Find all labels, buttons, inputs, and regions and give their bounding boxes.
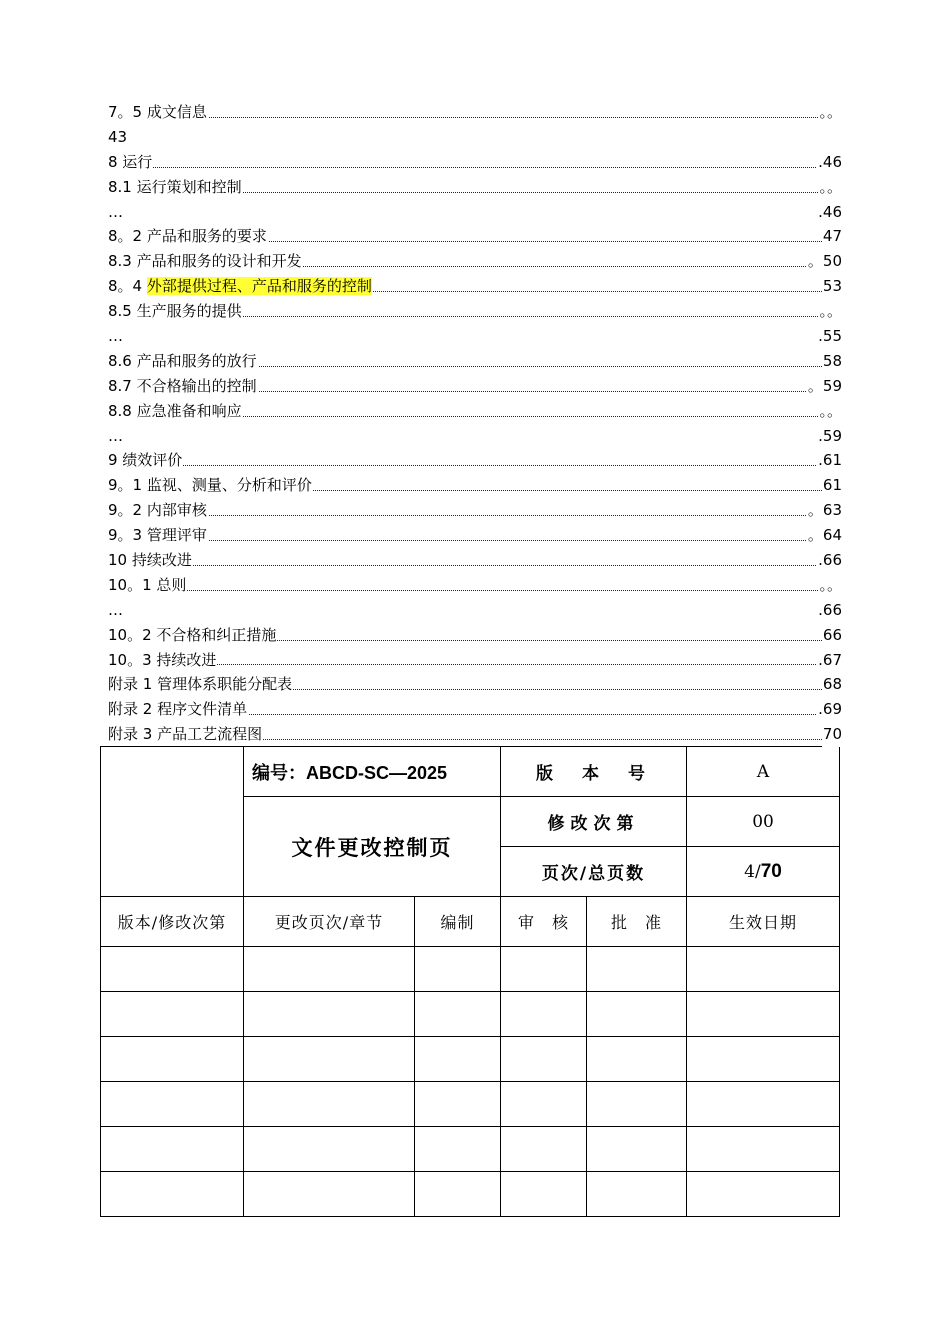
log-cell[interactable] xyxy=(415,1127,501,1172)
toc-page-number: .46 xyxy=(817,200,842,225)
revision-label: 修改次第 xyxy=(501,797,687,847)
toc-entry[interactable] xyxy=(108,548,842,573)
toc-entry-label: 10 持续改进 xyxy=(108,551,192,570)
toc-entry[interactable] xyxy=(108,374,842,399)
toc-entry[interactable] xyxy=(108,224,842,249)
log-cell[interactable] xyxy=(587,947,687,992)
dot-leader xyxy=(108,664,842,665)
log-cell[interactable] xyxy=(415,947,501,992)
toc-entry-label: 9。2 内部审核 xyxy=(108,501,207,520)
logo-cell xyxy=(101,747,244,897)
col-header-effective-date: 生效日期 xyxy=(687,897,840,947)
toc-page-number: .55 xyxy=(817,324,842,349)
toc-entry-label: 附录 1 管理体系职能分配表 xyxy=(108,675,293,694)
toc-continuation-text: … xyxy=(108,598,123,623)
log-cell[interactable] xyxy=(687,1172,840,1217)
toc-entry-label: 9。1 监视、测量、分析和评价 xyxy=(108,476,312,495)
toc-page-number: .46 xyxy=(817,150,842,175)
col-header-approved-by: 批 准 xyxy=(587,897,687,947)
toc-page-number: 。50 xyxy=(807,249,842,274)
toc-page-number: 68 xyxy=(822,672,842,697)
log-cell[interactable] xyxy=(101,992,244,1037)
version-label: 版 本 号 xyxy=(501,747,687,797)
toc-entry[interactable] xyxy=(108,249,842,274)
toc-entry[interactable] xyxy=(108,697,842,722)
pages-label: 页次/总页数 xyxy=(501,847,687,897)
toc-page-number: 。。 xyxy=(818,399,842,424)
log-cell[interactable] xyxy=(101,1037,244,1082)
log-cell[interactable] xyxy=(501,1082,587,1127)
col-header-version: 版本/修改次第 xyxy=(101,897,244,947)
log-cell[interactable] xyxy=(687,1037,840,1082)
table-row xyxy=(101,1127,840,1172)
toc-entry-label: 8.1 运行策划和控制 xyxy=(108,177,242,196)
toc-entry-label: 9 绩效评价 xyxy=(108,451,183,470)
toc-entry-label: 附录 3 产品工艺流程图 xyxy=(108,725,263,744)
toc-entry-label: 8.6 产品和服务的放行 xyxy=(108,351,257,370)
toc-page-number: 70 xyxy=(822,722,842,747)
dot-leader xyxy=(108,540,842,541)
toc-entry-highlight: 外部提供过程、产品和服务的控制 xyxy=(146,277,372,296)
toc-entry-continuation xyxy=(108,324,842,349)
document-number: 编号：ABCD-SC—2025 xyxy=(244,747,501,797)
toc-page-number: 。。 xyxy=(818,100,842,125)
toc-entry[interactable] xyxy=(108,274,842,299)
toc-page-number: 61 xyxy=(822,473,842,498)
log-cell[interactable] xyxy=(587,1037,687,1082)
toc-entry[interactable] xyxy=(108,473,842,498)
dot-leader xyxy=(108,465,842,466)
toc-entry[interactable] xyxy=(108,349,842,374)
toc-entry-number: 8。4 xyxy=(108,277,147,296)
toc-entry-label: 7。5 成文信息 xyxy=(108,103,207,121)
toc-entry-continuation xyxy=(108,125,842,150)
pages-value xyxy=(687,847,840,897)
toc-entry[interactable] xyxy=(108,648,842,673)
log-cell[interactable] xyxy=(687,1127,840,1172)
log-header-row xyxy=(101,897,840,947)
log-cell[interactable] xyxy=(501,1127,587,1172)
toc-page-number: .69 xyxy=(817,697,842,722)
toc-entry-label: 8。2 产品和服务的要求 xyxy=(108,227,267,246)
toc-continuation-text: … xyxy=(108,324,123,349)
log-cell[interactable] xyxy=(501,1037,587,1082)
toc-entry-label: 10。3 持续改进 xyxy=(108,650,217,669)
toc-continuation-text: 43 xyxy=(108,125,127,150)
toc-entry[interactable] xyxy=(108,175,842,200)
log-cell[interactable] xyxy=(687,1082,840,1127)
toc-page-number: 53 xyxy=(822,274,842,299)
log-cell[interactable] xyxy=(501,1172,587,1217)
dot-leader xyxy=(108,565,842,566)
toc-entry[interactable] xyxy=(108,299,842,324)
table-row xyxy=(101,992,840,1037)
toc-entry-label: 附录 2 程序文件清单 xyxy=(108,700,248,719)
toc-entry-continuation xyxy=(108,424,842,449)
dot-leader xyxy=(108,590,842,591)
log-cell[interactable] xyxy=(101,1127,244,1172)
log-cell[interactable] xyxy=(101,1172,244,1217)
pages-current: 4/ xyxy=(744,861,761,882)
toc-page-number: .67 xyxy=(817,648,842,673)
toc-entry[interactable] xyxy=(108,623,842,648)
dot-leader xyxy=(108,515,842,516)
toc-page-number: 66 xyxy=(822,623,842,648)
log-cell[interactable] xyxy=(415,992,501,1037)
table-of-contents xyxy=(108,100,842,747)
page-title: 文件更改控制页 xyxy=(244,797,501,897)
version-value: A xyxy=(687,747,840,797)
table-row xyxy=(101,1172,840,1217)
toc-entry[interactable] xyxy=(108,150,842,175)
col-header-changed-pages: 更改页次/章节 xyxy=(244,897,415,947)
toc-entry-label: 8.8 应急准备和响应 xyxy=(108,401,242,420)
toc-page-number: .61 xyxy=(817,448,842,473)
dot-leader xyxy=(108,117,842,118)
table-row xyxy=(101,1037,840,1082)
log-cell[interactable] xyxy=(244,992,415,1037)
toc-entry-label: 8 运行 xyxy=(108,152,153,171)
col-header-prepared-by: 编制 xyxy=(415,897,501,947)
log-cell[interactable] xyxy=(101,947,244,992)
toc-page-number: 47 xyxy=(822,224,842,249)
toc-page-number: .59 xyxy=(817,424,842,449)
pages-total: 70 xyxy=(760,860,782,882)
log-cell[interactable] xyxy=(244,1082,415,1127)
log-cell[interactable] xyxy=(501,947,587,992)
toc-page-number: 。59 xyxy=(807,374,842,399)
toc-page-number: 58 xyxy=(822,349,842,374)
toc-continuation-text: … xyxy=(108,200,123,225)
toc-entry-label xyxy=(108,277,373,295)
revision-value: 00 xyxy=(687,797,840,847)
toc-page-number: 。64 xyxy=(807,523,842,548)
log-cell[interactable] xyxy=(587,1172,687,1217)
log-cell[interactable] xyxy=(244,1127,415,1172)
table-row xyxy=(101,947,840,992)
table-row xyxy=(101,1082,840,1127)
change-control-table xyxy=(100,746,840,1217)
log-cell[interactable] xyxy=(101,1082,244,1127)
toc-continuation-text: … xyxy=(108,424,123,449)
toc-entry-label: 10。2 不合格和纠正措施 xyxy=(108,625,277,644)
toc-page-number: 。。 xyxy=(818,299,842,324)
log-cell[interactable] xyxy=(687,947,840,992)
log-cell[interactable] xyxy=(687,992,840,1037)
toc-entry-continuation xyxy=(108,598,842,623)
toc-page-number: .66 xyxy=(817,598,842,623)
log-cell[interactable] xyxy=(587,992,687,1037)
toc-entry[interactable] xyxy=(108,399,842,424)
toc-entry-label: 8.5 生产服务的提供 xyxy=(108,302,242,321)
log-cell[interactable] xyxy=(415,1082,501,1127)
toc-entry[interactable] xyxy=(108,573,842,598)
log-cell[interactable] xyxy=(244,1172,415,1217)
toc-entry[interactable] xyxy=(108,672,842,697)
toc-entry[interactable] xyxy=(108,100,842,125)
dot-leader xyxy=(108,167,842,168)
toc-entry[interactable] xyxy=(108,448,842,473)
log-cell[interactable] xyxy=(587,1082,687,1127)
toc-page-number: 。63 xyxy=(807,498,842,523)
toc-entry-continuation xyxy=(108,200,842,225)
log-cell[interactable] xyxy=(415,1037,501,1082)
log-cell[interactable] xyxy=(501,992,587,1037)
toc-entry-label: 8.3 产品和服务的设计和开发 xyxy=(108,252,302,271)
toc-page-number: 。。 xyxy=(818,573,842,598)
log-cell[interactable] xyxy=(244,947,415,992)
toc-entry[interactable] xyxy=(108,523,842,548)
log-cell[interactable] xyxy=(587,1127,687,1172)
toc-entry-label: 8.7 不合格输出的控制 xyxy=(108,376,257,395)
col-header-reviewed-by: 审 核 xyxy=(501,897,587,947)
log-cell[interactable] xyxy=(244,1037,415,1082)
toc-entry-label: 9。3 管理评审 xyxy=(108,526,207,545)
toc-page-number: 。。 xyxy=(818,175,842,200)
toc-entry[interactable] xyxy=(108,722,842,747)
toc-entry-label: 10。1 总则 xyxy=(108,575,187,594)
toc-page-number: .66 xyxy=(817,548,842,573)
log-cell[interactable] xyxy=(415,1172,501,1217)
toc-entry[interactable] xyxy=(108,498,842,523)
